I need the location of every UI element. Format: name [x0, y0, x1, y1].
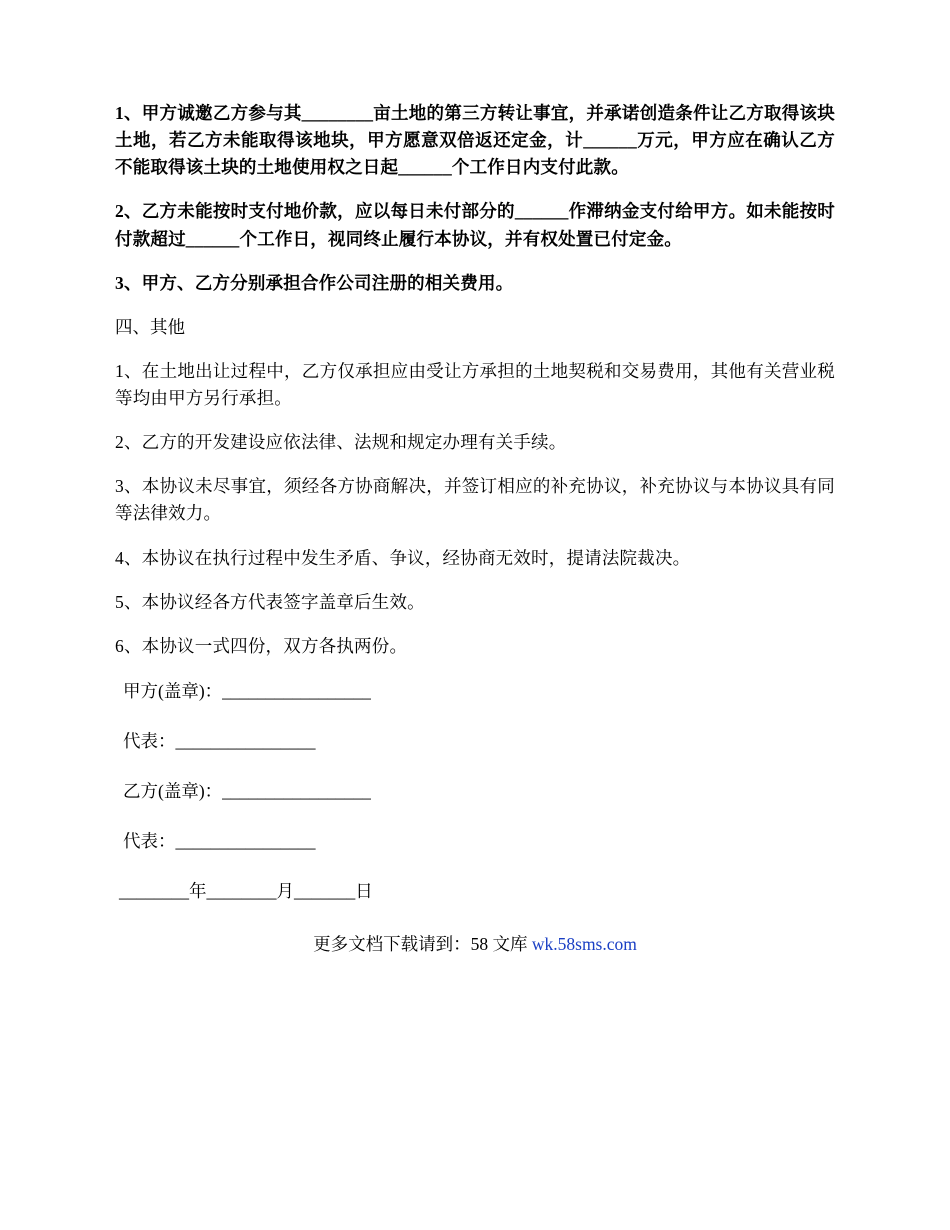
- clause-paragraph: 2、乙方未能按时支付地价款，应以每日未付部分的______作滞纳金支付给甲方。如未能按时付款超过______个工作日，视同终止履行本协议，并有权处置已付定金。: [115, 201, 835, 249]
- section-heading-other: 四、其他: [115, 316, 185, 337]
- signature-representative-b: 代表：________________: [123, 830, 316, 851]
- clause-paragraph: 3、甲方、乙方分别承担合作公司注册的相关费用。: [115, 272, 514, 293]
- signature-representative-a: 代表：________________: [123, 730, 316, 751]
- clause-paragraph: 5、本协议经各方代表签字盖章后生效。: [115, 591, 425, 612]
- footer-site-link[interactable]: wk.58sms.com: [531, 933, 637, 954]
- footer-text: 更多文档下载请到：58 文库: [313, 933, 532, 954]
- clause-paragraph: 3、本协议未尽事宜，须经各方协商解决，并签订相应的补充协议，补充协议与本协议具有同等法律效力。: [115, 476, 835, 524]
- clause-paragraph: 6、本协议一式四份，双方各执两份。: [115, 635, 408, 656]
- signature-date-line: ________年________月_______日: [119, 880, 373, 901]
- footer: [115, 931, 835, 956]
- clause-paragraph: 1、在土地出让过程中，乙方仅承担应由受让方承担的土地契税和交易费用，其他有关营业税等均由甲方另行承担。: [115, 360, 835, 408]
- signature-party-b: 乙方(盖章)：_________________: [123, 780, 371, 801]
- clause-paragraph: 1、甲方诚邀乙方参与其________亩土地的第三方转让事宜，并承诺创造条件让乙方取得该块土地，若乙方未能取得该地块，甲方愿意双倍返还定金，计______万元，甲方应在确认乙方不能取得该土块的土地使用权之日起______个工作日内支付此款。: [115, 103, 835, 178]
- clause-paragraph: 4、本协议在执行过程中发生矛盾、争议，经协商无效时，提请法院裁决。: [115, 547, 691, 568]
- clause-paragraph: 2、乙方的开发建设应依法律、法规和规定办理有关手续。: [115, 432, 567, 453]
- signature-party-a: 甲方(盖章)：_________________: [123, 680, 371, 701]
